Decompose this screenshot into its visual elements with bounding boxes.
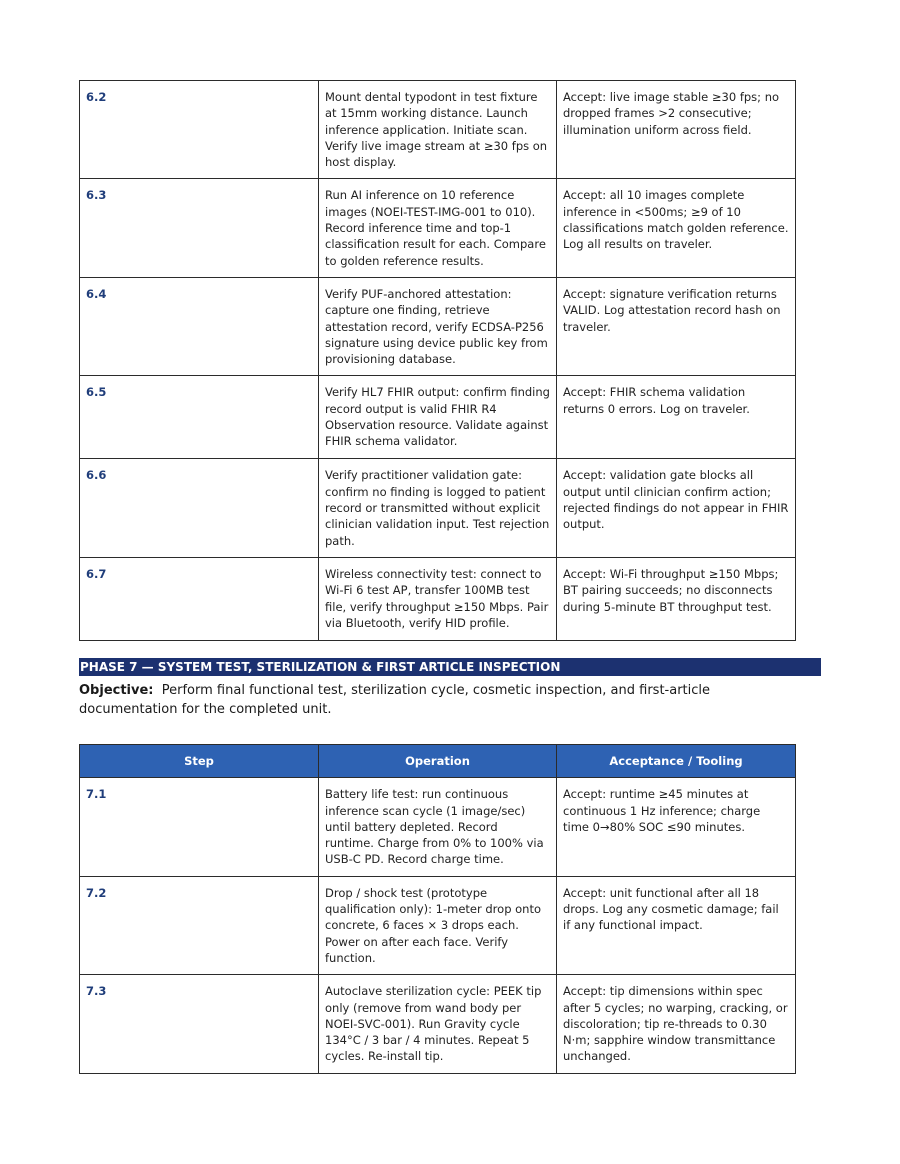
acceptance-cell: Accept: tip dimensions within spec after 5 cycles; no warping, cracking, or discoloration; tip re-threads to 0.30 N·m; sapphire window transmittance unchanged. [557,975,796,1073]
objective-text: Perform final functional test, sterilization cycle, cosmetic inspection, and first-article documentation for the completed unit. [79,683,711,717]
operation-cell: Battery life test: run continuous inference scan cycle (1 image/sec) until battery depleted. Record runtime. Charge from 0% to 100% via USB-C PD. Record charge time. [319,778,557,876]
acceptance-cell: Accept: all 10 images complete inference in <500ms; ≥9 of 10 classifications match golden reference. Log all results on traveler. [557,179,796,277]
table-row [80,876,796,974]
column-header-acceptance: Acceptance / Tooling [557,745,796,778]
acceptance-cell: Accept: unit functional after all 18 drops. Log any cosmetic damage; fail if any functional impact. [557,876,796,974]
operation-cell: Drop / shock test (prototype qualification only): 1-meter drop onto concrete, 6 faces × 3 drops each. Power on after each face. Verify function. [319,876,557,974]
table-header-row [80,745,796,778]
column-header-operation: Operation [319,745,557,778]
phase6-table [79,80,796,641]
step-cell: 6.2 [80,81,319,179]
operation-cell: Verify practitioner validation gate: confirm no finding is logged to patient record or transmitted without explicit clinician validation input. Test rejection path. [319,459,557,557]
acceptance-cell: Accept: Wi-Fi throughput ≥150 Mbps; BT pairing succeeds; no disconnects during 5-minute BT throughput test. [557,557,796,640]
acceptance-cell: Accept: live image stable ≥30 fps; no dropped frames >2 consecutive; illumination uniform across field. [557,81,796,179]
acceptance-cell: Accept: FHIR schema validation returns 0 errors. Log on traveler. [557,376,796,459]
objective-label: Objective: [79,683,154,698]
column-header-step: Step [80,745,319,778]
acceptance-cell: Accept: validation gate blocks all output until clinician confirm action; rejected findings do not appear in FHIR output. [557,459,796,557]
table-row [80,778,796,876]
table-row [80,277,796,375]
table-row [80,975,796,1073]
phase7-heading: PHASE 7 — SYSTEM TEST, STERILIZATION & FIRST ARTICLE INSPECTION [79,658,821,676]
phase7-table [79,744,796,1074]
operation-cell: Verify PUF-anchored attestation: capture one finding, retrieve attestation record, verify ECDSA-P256 signature using device public key from provisioning database. [319,277,557,375]
operation-cell: Autoclave sterilization cycle: PEEK tip only (remove from wand body per NOEI-SVC-001). Run Gravity cycle 134°C / 3 bar / 4 minutes. Repeat 5 cycles. Re-install tip. [319,975,557,1073]
operation-cell: Wireless connectivity test: connect to Wi-Fi 6 test AP, transfer 100MB test file, verify throughput ≥150 Mbps. Pair via Bluetooth, verify HID profile. [319,557,557,640]
step-cell: 7.3 [80,975,319,1073]
acceptance-cell: Accept: runtime ≥45 minutes at continuous 1 Hz inference; charge time 0→80% SOC ≤90 minutes. [557,778,796,876]
table-row [80,459,796,557]
step-cell: 6.4 [80,277,319,375]
step-cell: 6.3 [80,179,319,277]
step-cell: 6.7 [80,557,319,640]
operation-cell: Run AI inference on 10 reference images (NOEI-TEST-IMG-001 to 010). Record inference time and top-1 classification result for each. Compare to golden reference results. [319,179,557,277]
table-row [80,179,796,277]
step-cell: 6.5 [80,376,319,459]
step-cell: 7.2 [80,876,319,974]
operation-cell: Verify HL7 FHIR output: confirm finding record output is valid FHIR R4 Observation resource. Validate against FHIR schema validator. [319,376,557,459]
table-row [80,81,796,179]
phase7-objective [79,682,809,719]
acceptance-cell: Accept: signature verification returns VALID. Log attestation record hash on traveler. [557,277,796,375]
step-cell: 7.1 [80,778,319,876]
step-cell: 6.6 [80,459,319,557]
operation-cell: Mount dental typodont in test fixture at 15mm working distance. Launch inference application. Initiate scan. Verify live image stream at ≥30 fps on host display. [319,81,557,179]
table-row [80,557,796,640]
table-row [80,376,796,459]
